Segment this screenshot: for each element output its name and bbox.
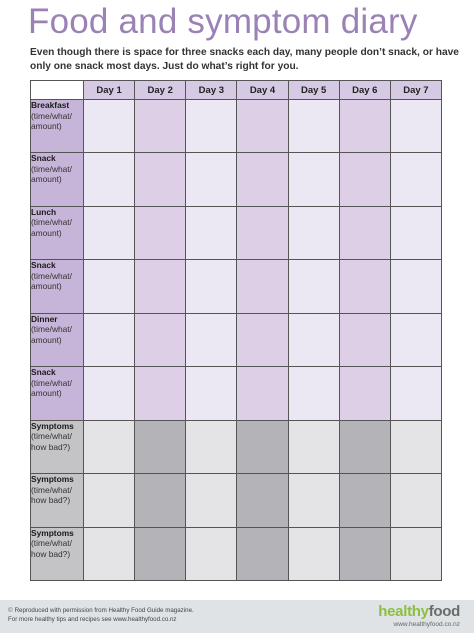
- row-sublabel: (time/what/ amount): [31, 163, 72, 185]
- intro-text: Even though there is space for three snacks each day, many people don’t snack, or have only one snack most days. Just do what’s right for you.: [30, 47, 459, 72]
- day-header: Day 7: [390, 81, 441, 100]
- diary-row: [31, 474, 442, 527]
- entry-cell[interactable]: [390, 367, 441, 420]
- row-label: Symptoms: [31, 474, 74, 485]
- row-sublabel: (time/what/ amount): [31, 110, 72, 131]
- entry-cell[interactable]: [84, 260, 135, 313]
- entry-cell[interactable]: [135, 527, 186, 580]
- entry-cell[interactable]: [288, 420, 339, 473]
- row-header: [31, 420, 84, 473]
- brand-logo: [378, 603, 460, 620]
- row-sublabel: (time/what/ how bad?): [31, 431, 72, 452]
- diary-row: [31, 313, 442, 366]
- row-header: [31, 260, 84, 313]
- entry-cell[interactable]: [135, 367, 186, 420]
- entry-cell[interactable]: [237, 420, 288, 473]
- row-label: Snack: [31, 367, 56, 378]
- row-label: Lunch: [31, 206, 57, 217]
- row-sublabel: (time/what/ how bad?): [31, 484, 72, 506]
- entry-cell[interactable]: [135, 474, 186, 527]
- copyright-icon: ©: [8, 607, 13, 614]
- brand-part-1: healthy: [378, 603, 429, 620]
- brand-url: www.healthyfood.co.nz: [393, 621, 460, 628]
- entry-cell[interactable]: [288, 367, 339, 420]
- entry-cell[interactable]: [390, 100, 441, 153]
- entry-cell[interactable]: [186, 313, 237, 366]
- row-header: [31, 206, 84, 259]
- page-title: Food and symptom diary: [28, 2, 418, 41]
- row-header: [31, 153, 84, 206]
- entry-cell[interactable]: [186, 153, 237, 206]
- entry-cell[interactable]: [339, 153, 390, 206]
- entry-cell[interactable]: [390, 260, 441, 313]
- diary-table: [30, 80, 442, 581]
- diary-row: [31, 206, 442, 259]
- entry-cell[interactable]: [288, 153, 339, 206]
- entry-cell[interactable]: [84, 206, 135, 259]
- entry-cell[interactable]: [288, 313, 339, 366]
- entry-cell[interactable]: [237, 474, 288, 527]
- entry-cell[interactable]: [288, 206, 339, 259]
- entry-cell[interactable]: [84, 153, 135, 206]
- row-header: [31, 474, 84, 527]
- entry-cell[interactable]: [186, 420, 237, 473]
- entry-cell[interactable]: [84, 474, 135, 527]
- row-sublabel: (time/what/ amount): [31, 217, 72, 238]
- footer-line-1: Reproduced with permission from Healthy Food Guide magazine.: [14, 607, 194, 614]
- entry-cell[interactable]: [84, 313, 135, 366]
- entry-cell[interactable]: [339, 260, 390, 313]
- entry-cell[interactable]: [390, 420, 441, 473]
- entry-cell[interactable]: [237, 100, 288, 153]
- entry-cell[interactable]: [390, 313, 441, 366]
- row-label: Symptoms: [31, 527, 74, 538]
- diary-row: [31, 527, 442, 580]
- row-header: [31, 527, 84, 580]
- entry-cell[interactable]: [288, 260, 339, 313]
- entry-cell[interactable]: [135, 420, 186, 473]
- entry-cell[interactable]: [288, 100, 339, 153]
- corner-cell: [31, 81, 84, 100]
- entry-cell[interactable]: [186, 260, 237, 313]
- entry-cell[interactable]: [237, 206, 288, 259]
- diary-body: [31, 100, 442, 581]
- entry-cell[interactable]: [237, 153, 288, 206]
- entry-cell[interactable]: [186, 367, 237, 420]
- entry-cell[interactable]: [237, 260, 288, 313]
- entry-cell[interactable]: [84, 420, 135, 473]
- entry-cell[interactable]: [186, 100, 237, 153]
- entry-cell[interactable]: [135, 206, 186, 259]
- entry-cell[interactable]: [186, 206, 237, 259]
- entry-cell[interactable]: [390, 153, 441, 206]
- entry-cell[interactable]: [135, 100, 186, 153]
- entry-cell[interactable]: [186, 474, 237, 527]
- day-header: Day 1: [84, 81, 135, 100]
- day-header: Day 3: [186, 81, 237, 100]
- day-header: Day 4: [237, 81, 288, 100]
- entry-cell[interactable]: [186, 527, 237, 580]
- day-header: Day 5: [288, 81, 339, 100]
- row-header: [31, 313, 84, 366]
- entry-cell[interactable]: [135, 313, 186, 366]
- footer-line-2: For more healthy tips and recipes see www.healthyfood.co.nz: [8, 616, 177, 623]
- entry-cell[interactable]: [84, 367, 135, 420]
- entry-cell[interactable]: [390, 527, 441, 580]
- row-label: Snack: [31, 260, 56, 271]
- diary-row: [31, 260, 442, 313]
- footer-text: [8, 606, 194, 624]
- row-label: Snack: [31, 153, 56, 164]
- footer: [0, 600, 474, 633]
- entry-cell[interactable]: [390, 206, 441, 259]
- row-sublabel: (time/what/ amount): [31, 324, 72, 345]
- row-label: Dinner: [31, 313, 58, 324]
- entry-cell[interactable]: [237, 527, 288, 580]
- diary-row: [31, 100, 442, 153]
- header-row: [31, 81, 442, 100]
- entry-cell[interactable]: [339, 313, 390, 366]
- entry-cell[interactable]: [339, 100, 390, 153]
- row-sublabel: (time/what/ how bad?): [31, 538, 72, 559]
- entry-cell[interactable]: [339, 367, 390, 420]
- entry-cell[interactable]: [237, 367, 288, 420]
- entry-cell[interactable]: [288, 474, 339, 527]
- entry-cell[interactable]: [135, 260, 186, 313]
- brand-part-2: food: [428, 603, 460, 620]
- diary-row: [31, 153, 442, 206]
- entry-cell[interactable]: [84, 100, 135, 153]
- entry-cell[interactable]: [135, 153, 186, 206]
- entry-cell[interactable]: [288, 527, 339, 580]
- diary-row: [31, 367, 442, 420]
- entry-cell[interactable]: [84, 527, 135, 580]
- entry-cell[interactable]: [339, 474, 390, 527]
- row-sublabel: (time/what/ amount): [31, 377, 72, 399]
- entry-cell[interactable]: [339, 527, 390, 580]
- entry-cell[interactable]: [390, 474, 441, 527]
- row-label: Breakfast: [31, 100, 70, 110]
- diary-row: [31, 420, 442, 473]
- row-header: [31, 367, 84, 420]
- day-header: Day 6: [339, 81, 390, 100]
- row-sublabel: (time/what/ amount): [31, 270, 72, 292]
- entry-cell[interactable]: [339, 420, 390, 473]
- row-header: [31, 100, 84, 153]
- entry-cell[interactable]: [237, 313, 288, 366]
- day-header: Day 2: [135, 81, 186, 100]
- entry-cell[interactable]: [339, 206, 390, 259]
- row-label: Symptoms: [31, 420, 74, 431]
